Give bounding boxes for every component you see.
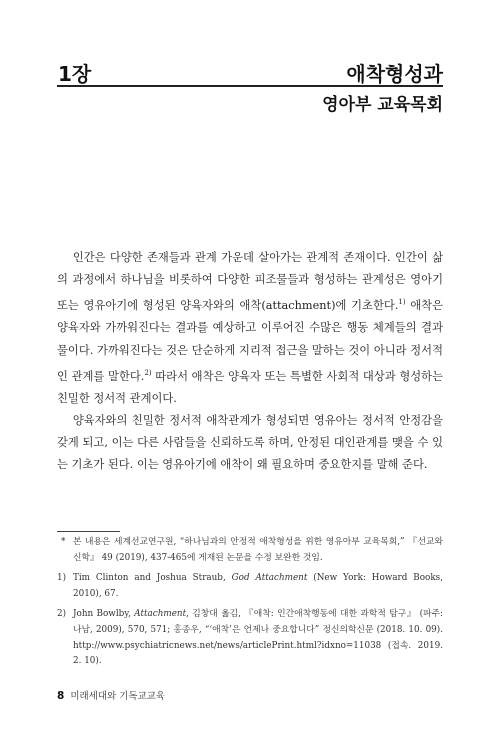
footnote-1-text-b: (New York: Howard Books, 2010), 67. [73, 573, 443, 599]
header-rule [57, 85, 443, 87]
footnote-2-title: Attachment [134, 609, 187, 620]
chapter-subtitle: 영아부 교육목회 [322, 95, 443, 115]
footnotes [57, 535, 443, 675]
footnote-star [57, 535, 443, 566]
paragraph-1-part-b: 애착은 양육자와 가까워진다는 결과를 예상하고 이루어진 수많은 행동 체계들의 결과물이다. 가까워진다는 것은 단순하게 지리적 접근을 말하는 것이 아니라 정서적인 관계를 말한다. [57, 299, 443, 383]
footnote-1 [57, 571, 443, 602]
footnote-2-text-a: John Bowlby, [73, 609, 135, 620]
footnote-2-text-b: , 김창대 옮김, 『애착: 인간애착행동에 대한 과학적 탐구』 (파주: 나남, 2009), 570, 571; 홍종우, “‘애착’은 언제나 중요합니다” 정신의학신문 (2018. 10. 09). http://www.psychiatricnews.net/news/articlePrint.html?idxno=11038 (접속. 2019. 2. 10). [73, 609, 443, 667]
footnote-2 [57, 607, 443, 669]
footnote-star-text: 본 내용은 세계선교연구원, “하나님과의 안정적 애착형성을 위한 영유아부 교육목회,” 『선교와 신학』 49 (2019), 437-465에 게재된 논문을 수정 보완한 것임. [73, 537, 443, 563]
footnote-1-title: God Attachment [231, 573, 308, 584]
paragraph-1-part-a: 인간은 다양한 존재들과 관계 가운데 살아가는 관계적 존재이다. 인간이 삶의 과정에서 하나님을 비롯하여 다양한 피조물들과 형성하는 관계성은 영아기 또는 영유아기에 형성된 양육자와의 애착(attachment)에 기초한다. [57, 251, 443, 313]
paragraph-1-part-c: 따라서 애착은 양육자 또는 특별한 사회적 대상과 형성하는 친밀한 정서적 관계이다. [57, 369, 443, 405]
footnote-2-mark: 2) [57, 609, 67, 620]
footnote-rule [57, 531, 120, 532]
footnote-1-mark: 1) [57, 573, 67, 584]
page-footer [57, 688, 165, 702]
book-title: 미래세대와 기독교교육 [70, 691, 166, 702]
footnote-ref-2: 2) [144, 368, 152, 377]
paragraph-2: 양육자와의 친밀한 정서적 애착관계가 형성되면 영유아는 정서적 안정감을 갖게 되고, 이는 다른 사람들을 신뢰하도록 하며, 안정된 대인관계를 맺을 수 있는 기초가 된다. 이는 영유아기에 애착이 왜 필요하며 중요한지를 말해 준다. [57, 413, 443, 472]
chapter-number: 1장 [58, 62, 92, 86]
chapter-title: 애착형성과 [346, 62, 443, 86]
footnote-1-text-a: Tim Clinton and Joshua Straub, [73, 573, 232, 584]
paragraph-1 [57, 247, 443, 410]
body-text [57, 247, 443, 477]
footnote-ref-1: 1) [398, 298, 406, 307]
footnote-star-mark: * [61, 537, 66, 547]
page-number: 8 [57, 690, 65, 702]
